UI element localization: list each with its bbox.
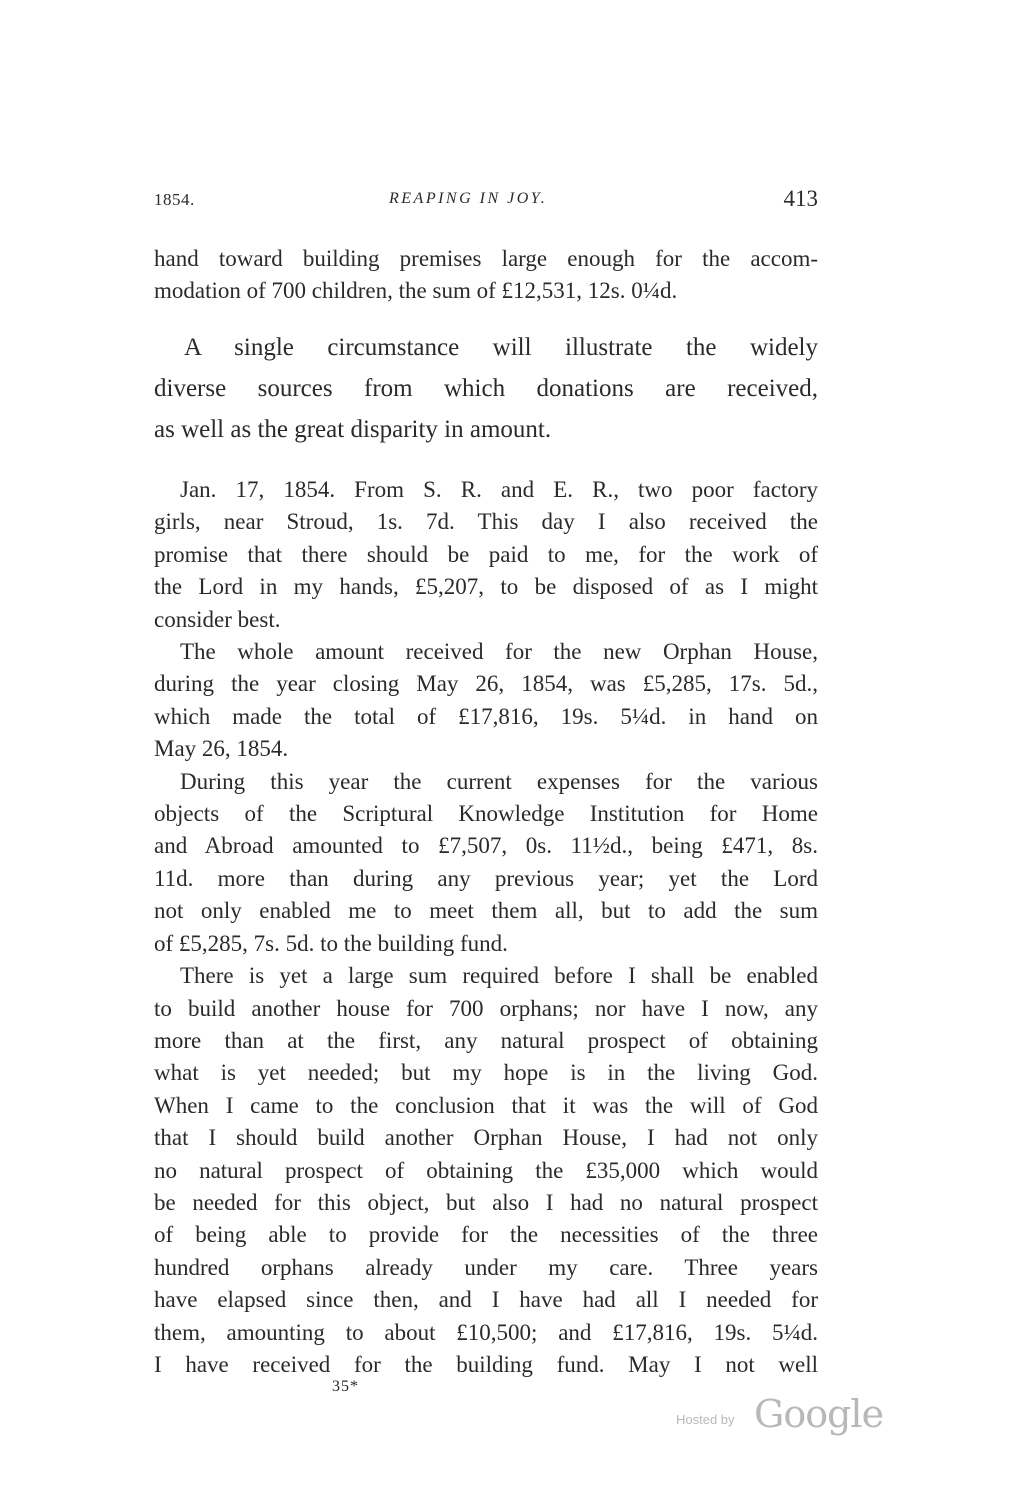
- text-line: that I should build another Orphan House, I had not only: [154, 1125, 818, 1151]
- text-line: of being able to provide for the necessities of the three: [154, 1222, 818, 1248]
- opening-paragraph: [154, 243, 818, 308]
- running-title: REAPING IN JOY.: [389, 190, 548, 207]
- text-line: and Abroad amounted to £7,507, 0s. 11½d., being £471, 8s.: [154, 833, 818, 859]
- text-line: objects of the Scriptural Knowledge Institution for Home: [154, 801, 818, 827]
- text-line: be needed for this object, but also I had no natural prospect: [154, 1189, 818, 1215]
- text-line: which made the total of £17,816, 19s. 5¼d. in hand on: [154, 703, 818, 729]
- text-line: to build another house for 700 orphans; nor have I now, any: [154, 995, 818, 1021]
- header-year: 1854.: [154, 190, 195, 209]
- text-line: I have received for the building fund. May I not well: [154, 1351, 818, 1377]
- text-line: what is yet needed; but my hope is in the living God.: [154, 1060, 818, 1086]
- text-line: 11d. more than during any previous year; yet the Lord: [154, 865, 818, 891]
- text-line: consider best.: [154, 606, 281, 632]
- hosted-by-label: Hosted by: [676, 1412, 735, 1427]
- text-line: May 26, 1854.: [154, 736, 289, 762]
- text-line: them, amounting to about £10,500; and £17,816, 19s. 5¼d.: [154, 1319, 818, 1345]
- text-line: as well as the great disparity in amount.: [154, 416, 552, 443]
- text-line: There is yet a large sum required before I shall be enabled: [180, 963, 818, 989]
- text-line: When I came to the conclusion that it was the will of God: [154, 1092, 818, 1118]
- text-line: hundred orphans already under my care. Three years: [154, 1254, 818, 1280]
- text-line: Jan. 17, 1854. From S. R. and E. R., two poor factory: [180, 477, 818, 502]
- text-line: not only enabled me to meet them all, but to add the sum: [154, 898, 818, 924]
- text-line: The whole amount received for the new Orphan House,: [180, 639, 818, 665]
- google-logo: Google: [754, 1392, 884, 1436]
- page-number: 413: [783, 186, 818, 211]
- text-line: diverse sources from which donations are received,: [154, 375, 818, 402]
- text-line: girls, near Stroud, 1s. 7d. This day I also received the: [154, 509, 818, 535]
- text-line: hand toward building premises large enough for the accom-: [154, 246, 818, 271]
- body-text: [154, 474, 818, 1381]
- text-line: of £5,285, 7s. 5d. to the building fund.: [154, 930, 508, 956]
- text-line: promise that there should be paid to me, for the work of: [154, 541, 818, 567]
- intro-paragraph: [154, 327, 818, 450]
- text-line: A single circumstance will illustrate the widely: [184, 334, 818, 361]
- text-line: During this year the current expenses for the various: [180, 768, 818, 794]
- running-header: [154, 186, 818, 218]
- text-line: have elapsed since then, and I have had all I needed for: [154, 1287, 818, 1313]
- text-line: no natural prospect of obtaining the £35,000 which would: [154, 1157, 818, 1183]
- text-line: more than at the first, any natural prospect of obtaining: [154, 1027, 818, 1053]
- text-line: modation of 700 children, the sum of £12,531, 12s. 0¼d.: [154, 278, 678, 304]
- text-line: during the year closing May 26, 1854, was £5,285, 17s. 5d.,: [154, 671, 818, 697]
- signature-mark: 35*: [332, 1378, 359, 1395]
- text-line: the Lord in my hands, £5,207, to be disposed of as I might: [154, 574, 818, 600]
